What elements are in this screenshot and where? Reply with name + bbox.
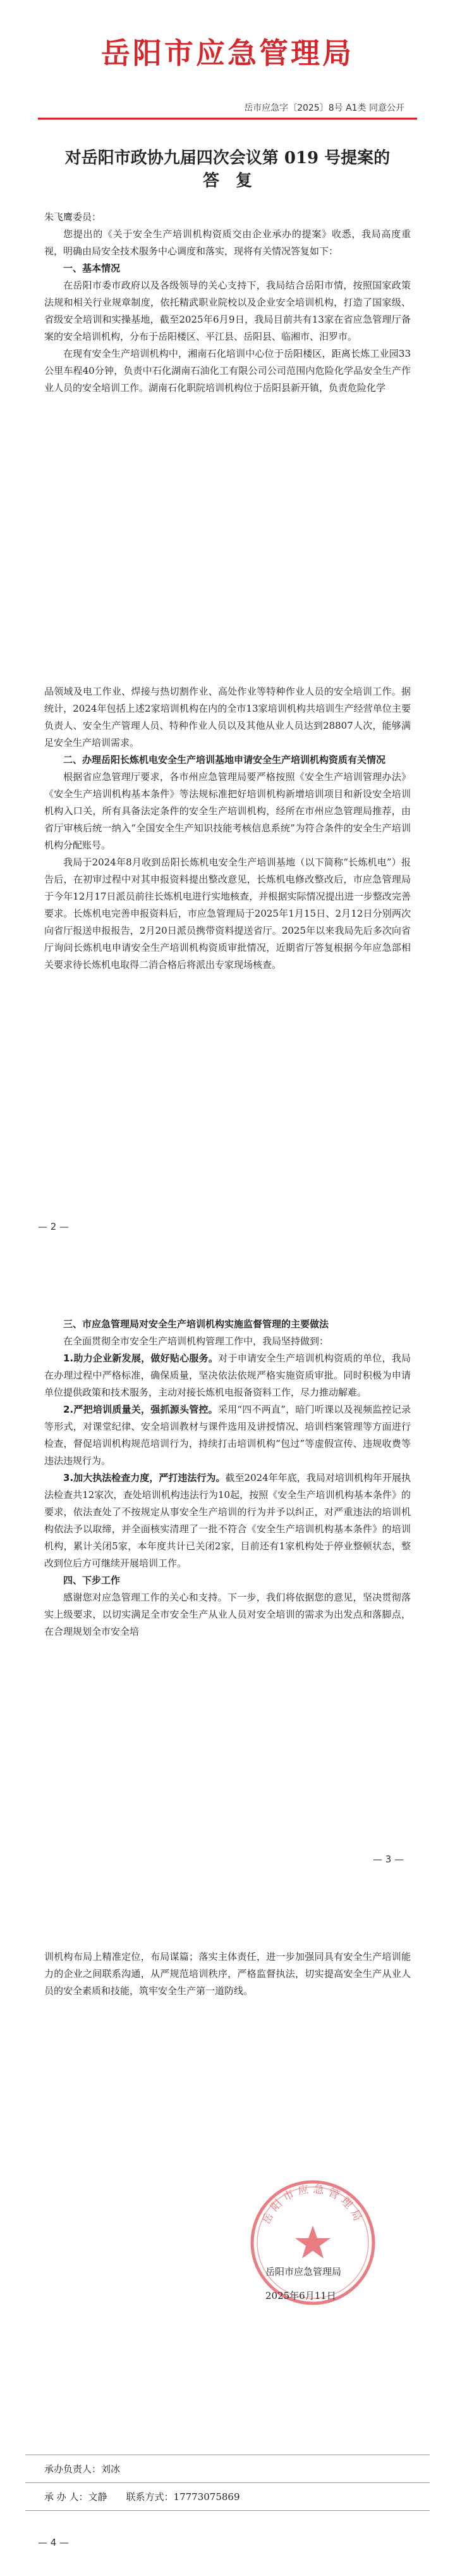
page-3-body [44, 1316, 411, 1640]
section-2-paragraph-2: 我局于2024年8月收到岳阳长炼机电安全生产培训基地（以下简称“长炼机电”）报告后，在初审过程中对其申报资料提出整改意见，长炼机电修改整改后，市应急管理局于今年12月17日派员前往长炼机电进行实地核查，并根据实际情况提出进一步整改完善要求。长炼机电完善申报资料后，市应急管理局于2025年1月15日、2月12日分别两次向省厅报送申报报告，2月20日派员携带资料提送省厅。2025年以来我局先后多次向省厅询问长炼机电申请安全生产培训机构资质审批情况，近期省厅答复根据今年应急部相关要求待长炼机电取得二消合格后将派出专家现场核查。 [44, 857, 411, 970]
continued-paragraph: 训机构布局上精准定位，布局谋篇；落实主体责任，进一步加强同具有安全生产培训能力的企业之间联系沟通，从严规范培训秩序，严格监督执法，切实提高安全生产从业人员的安全素质和技能，筑牢安全生产第一道防线。 [44, 1951, 411, 1997]
red-divider [38, 118, 417, 120]
section-1-paragraph-1: 在岳阳市委市政府以及各级领导的关心支持下，我局结合岳阳市情，按照国家政策法规和相关行业规章制度，依托精武职业院校以及企业安全培训机构，打造了国家级、省级安全培训和实操基地，截至2025年6月9日，我局目前共有13家在省应急管理厅备案的安全培训机构，分布于岳阳楼区、平江县、岳阳县、临湘市、汨罗市。 [44, 280, 411, 342]
item-1 [44, 1350, 411, 1401]
item-3-title: 3.加大执法检查力度，严打违法行为。 [63, 1472, 226, 1483]
item-2 [44, 1401, 411, 1470]
item-3 [44, 1470, 411, 1572]
title-line-2: 答 复 [202, 171, 252, 190]
page-2 [0, 633, 455, 1265]
signature-organization: 岳阳市应急管理局 [265, 2266, 342, 2277]
footer-divider [25, 2510, 430, 2511]
page-2-body [44, 683, 411, 974]
item-3-text: 截至2024年年底，我局对培训机构年开展执法检查共12家次，查处培训机构违法行为10起，按照《安全生产培训机构基本条件》的要求，依法查处了不按规定从事安全生产培训的行为并予以纠正，对严重违法的培训机构依法予以取缔，并全面核实清理了一批不符合《安全生产培训机构基本条件》的培训机构，累计关闭5家，本年度共计已关闭2家，目前还有1家机构处于停业整顿状态，整改到位后方可继续开展培训工作。 [44, 1472, 411, 1569]
section-1-paragraph-2: 在现有安全生产培训机构中，湘南石化培训中心位于岳阳楼区，距离长炼工业园33公里车程40分钟，负责中石化湖南石油化工有限公司公司范围内危险化学品安全生产作业人员的安全培训工作。湖南石化职院培训机构位于岳阳县新开镇，负责危险化学 [44, 348, 411, 393]
org-header: 岳阳市应急管理局 [101, 36, 354, 70]
page-1 [0, 0, 455, 633]
page-number: — 2 — [38, 1221, 70, 1232]
salutation: 朱飞鹰委员： [44, 211, 102, 223]
item-1-title: 1.助力企业新发展，做好贴心服务。 [63, 1353, 219, 1364]
responsible-leader: 承办负责人：刘冰 [44, 2463, 121, 2475]
handler-contact: 承 办 人：文静 联系方式：17773075869 [44, 2491, 240, 2503]
svg-text:岳阳市应急管理局: 岳阳市应急管理局 [260, 2183, 366, 2227]
document-number: 岳市应急字〔2025〕8号 A1类 同意公开 [244, 103, 404, 113]
section-2-heading: 二、办理岳阳长炼机电安全生产培训基地申请安全生产培训机构资质有关情况 [63, 754, 386, 765]
page-1-body [44, 209, 411, 397]
section-2-paragraph-1: 根据省应急管理厅要求，各市州应急管理局要严格按照《安全生产培训管理办法》《安全生产培训机构基本条件》等法规标准把好培训机构新增培训项目和新设安全培训机构入口关，所有具备法定条件的安全生产培训机构，经所在市州应急管理局推荐，由省厅审核后统一纳入“全国安全生产知识技能考核信息系统”为符合条件的安全生产培训机构分配账号。 [44, 771, 411, 851]
page-3 [0, 1265, 455, 1898]
continued-paragraph: 品领域及电工作业、焊接与热切割作业、高处作业等特种作业人员的安全培训工作。据统计，2024年包括上述2家培训机构在内的全市13家培训机构共培训生产经营单位主要负责人、安全生产管理人员、特种作业人员以及其他从业人员达到28807人次，能够满足安全生产培训需求。 [44, 686, 411, 748]
item-1-text: 对于申请安全生产培训机构资质的单位，我局在办理过程中严格标准，确保质量，坚决依法依规严格实施资质审批。同时积极为申请单位提供政策和技术服务，主动对接长炼机电报备资料工作，尽力推动解难。 [44, 1353, 411, 1398]
footer-divider [25, 2482, 430, 2483]
item-2-title: 2.严把培训质量关，强抓源头管控。 [63, 1404, 218, 1415]
section-1-heading: 一、基本情况 [63, 263, 121, 274]
section-3-paragraph-1: 在全面贯彻全市安全生产培训机构管理工作中，我局坚持做到： [63, 1335, 329, 1347]
section-3-heading: 三、市应急管理局对安全生产培训机构实施监督管理的主要做法 [63, 1318, 329, 1330]
title-line-1: 对岳阳市政协九届四次会议第 019 号提案的 [64, 149, 391, 168]
section-4-paragraph-1: 感谢您对应急管理工作的关心和支持。下一步，我们将依据您的意见，坚决贯彻落实上级要求，以切实满足全市安全生产从业人员对安全培训的需求为出发点和落脚点，在合理规划全市安全培 [44, 1592, 411, 1637]
page-number: — 3 — [373, 1854, 404, 1865]
intro-paragraph: 您提出的《关于安全生产培训机构资质交由企业承办的提案》收悉，我局高度重视，明确由局安全技术服务中心调度和落实，现将有关情况答复如下： [44, 228, 411, 257]
page-4-body [44, 1948, 411, 2000]
page-number: — 4 — [38, 2537, 70, 2548]
document-title [0, 147, 455, 192]
item-2-text: 采用“四不两直”，暗门听课以及视频监控记录等形式，对课堂纪律、安全培训教材与课件选用及讲授情况、培训档案管理等方面进行检查，督促培训机构规范培训行为，持续打击培训机构“包过”等虚假宣传、违规收费等违法违规行为。 [44, 1404, 411, 1466]
signature-date: 2025年6月11日 [265, 2290, 336, 2301]
section-4-heading: 四、下步工作 [63, 1575, 121, 1586]
